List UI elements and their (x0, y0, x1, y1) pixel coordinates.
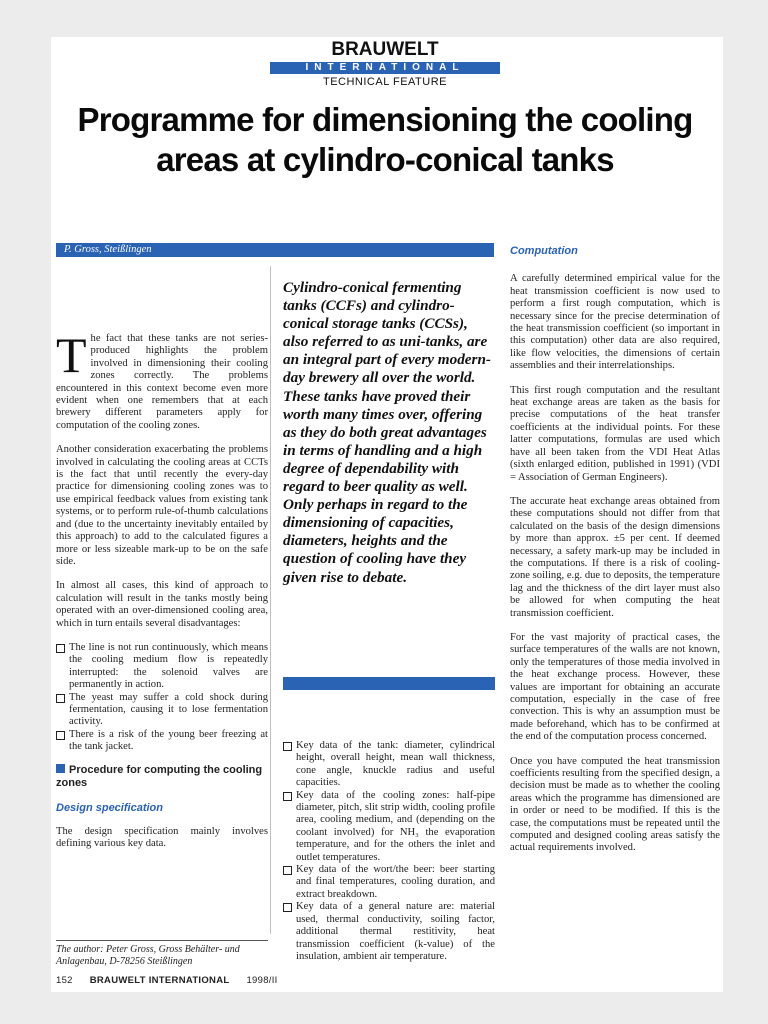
section-square-icon (56, 764, 65, 773)
subheading-computation: Computation (510, 245, 578, 257)
list-item: The yeast may suffer a cold shock during fermentation, causing it to lose fermentation activity. (56, 692, 268, 729)
list-item: There is a risk of the young beer freezing at the tank jacket. (56, 729, 268, 754)
masthead-section: TECHNICAL FEATURE (322, 76, 447, 88)
list-item: Key data of a general nature are: material used, thermal conductivity, soiling factor, additional thermal restitivity, heat transmission coefficient (k-value) of the insulation, ambient air temperature. (283, 901, 495, 963)
paragraph: Another consideration exacerbating the problems involved in calculating the cooling areas at CCTs is the fact that until recently the every-day practice for dimensioning cooling zones was to use empirical feedback values from existing tank systems, or to perform rule-of-thumb calculations and (due to the uncertainty inevitably entailed by this approach) to add to the calculated figures a more or less sizeable mark-up to be on the safe side. (56, 444, 268, 567)
drop-cap: T (56, 327, 87, 383)
paragraph: The accurate heat exchange areas obtained from these computations should not differ from that calculated on the basis of the design dimensions by more than approx. ±5 per cent. If deemed necessary, a safety mark-up may be included in the computations. If there is a risk of cooling-zone soiling, e.g. due to deposits, the temperature lag and the thickness of the dirt layer must also be allowed for when computing the heat transmission coefficient. (510, 495, 720, 619)
list-item: Key data of the tank: diameter, cylindrical height, overall height, mean wall thickness, cone angle, knuckle radius and useful capacities. (283, 740, 495, 790)
footer-journal: BRAUWELT INTERNATIONAL (89, 975, 230, 986)
intro-standfirst: Cylindro-conical fermenting tanks (CCFs) and cylindro-conical storage tanks (CCSs), also referred to as uni-tanks, are an integral part of every modern-day brewery all over the world. These tanks have proved their worth many times over, offering as they do both great advantages in terms of handling and a high degree of dependability with regard to beer quality as well. Only perhaps in regard to the dimensioning of capacities, diameters, heights and the question of cooling have they given rise to debate. (283, 279, 491, 586)
paragraph: Once you have computed the heat transmission coefficients resulting from the specified design, a decision must be made as to whether the cooling areas which the programme has dimensioned are in order or need to be modified. If this is the case, the computations must be repeated until the computed and designed cooling areas satisfy the actual requirements involved. (510, 755, 720, 854)
paragraph: The design specification mainly involves defining various key data. (56, 826, 268, 850)
column-2 (283, 740, 495, 973)
column-3 (510, 245, 720, 867)
column-rule (270, 266, 271, 934)
list-item: Key data of the wort/the beer: beer starting and final temperatures, cooling duration, and extract breakdown. (283, 864, 495, 901)
author-note: The author: Peter Gross, Gross Behälter- und Anlagenbau, D-78256 Steißlingen (56, 940, 268, 968)
author-byline-bar (56, 243, 494, 257)
column-1 (56, 327, 268, 863)
masthead-edition-bar: INTERNATIONAL (270, 62, 500, 74)
page-footer (56, 975, 356, 986)
disadvantages-list (56, 642, 268, 754)
paragraph: In almost all cases, this kind of approach to calculation will result in the tanks mostly being operated with an over-dimensioned cooling area, which in turn entails several disadvantages: (56, 580, 268, 629)
list-item: Key data of the cooling zones: half-pipe diameter, pitch, slit strip width, cooling profile area, cooling medium, and (depending on the coolant involved) for NH₃ the evaporation temperature, and for the others the inlet and outlet temperatures. (283, 790, 495, 864)
paragraph: A carefully determined empirical value for the heat transmission coefficient is now used to perform a first rough computation, which is necessary since for the precise determination of the heat transmission coefficient (so important in this computation) other data are also required, like flow velocities, the dimensions of certain assemblies and their interrelationships. (510, 273, 720, 372)
paragraph: This first rough computation and the resultant heat exchange areas are taken as the basis for precise computations of the heat transfer coefficients at the individual points. For these latter computations, formulas are used which have all been taken from the VDI Heat Atlas (sixth enlarged edition, published in 1991) (VDI = Association of German Engineers). (510, 384, 720, 483)
key-data-list (283, 740, 495, 963)
paragraph: For the vast majority of practical cases, the surface temperatures of the walls are not known, only the temperatures of those media involved in the heat exchange process. However, these values are important for obtaining an accurate computation, especially in the case of free convection. This is why an assumption must be made beforehand, which has to be confirmed at the end of the computation process concerned. (510, 631, 720, 743)
list-item: The line is not run continuously, which means the cooling medium flow is repeatedly interrupted: the solenoid valves are permanently in action. (56, 642, 268, 692)
article-headline: Programme for dimensioning the cooling areas at cylindro-conical tanks (77, 101, 693, 178)
lead-paragraph: The fact that these tanks are not series-produced highlights the problem involved in dimensioning their cooling zones correctly. The problems encountered in this context become even more evident when one remembers that at each brewery different parameters apply for computation of the cooling zones. (56, 327, 268, 431)
masthead-brand: BRAUWELT (331, 39, 439, 60)
subheading-design-specification: Design specification (56, 801, 163, 814)
page-number: 152 (56, 975, 73, 986)
section-heading: Procedure for computing the cooling zones (56, 763, 263, 789)
column-divider-bar (283, 677, 495, 690)
author-byline: P. Gross, Steißlingen (64, 244, 152, 255)
footer-issue: 1998/II (246, 975, 278, 986)
